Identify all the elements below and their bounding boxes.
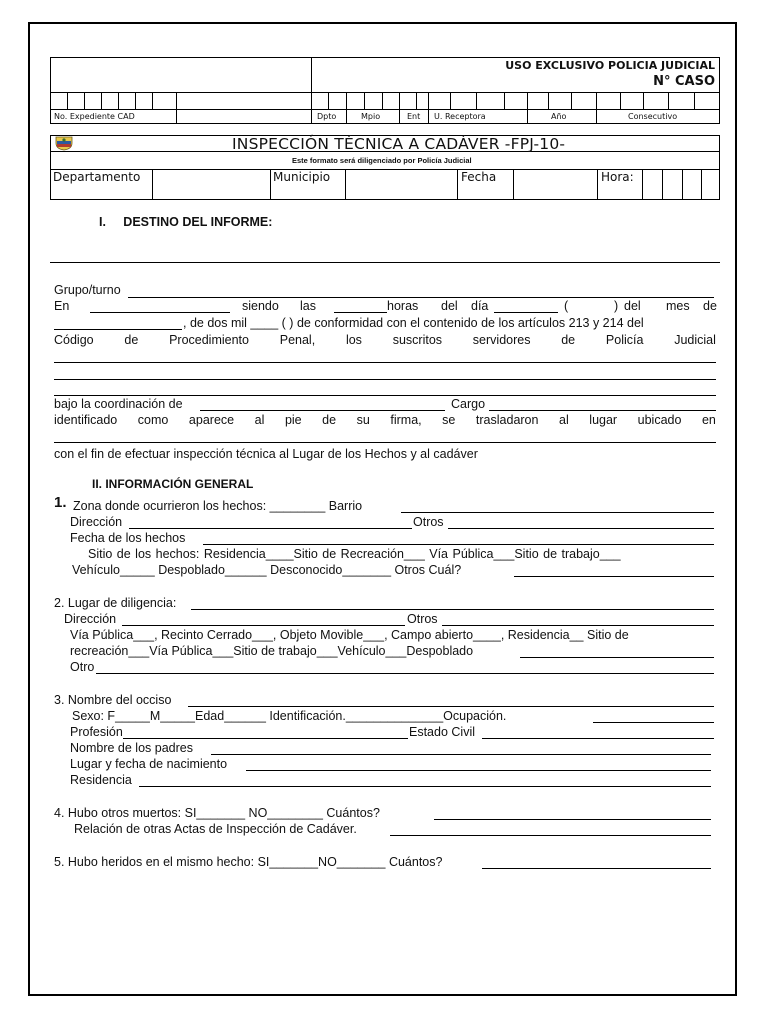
- q1-direccion-field[interactable]: [129, 528, 412, 529]
- colombia-shield-icon: [54, 136, 74, 151]
- servidores-line-1[interactable]: [54, 362, 716, 363]
- q2-otros-label: Otros: [407, 612, 438, 626]
- barrio-field[interactable]: [401, 512, 714, 513]
- q3-lugar-fecha-label: Lugar y fecha de nacimiento: [70, 757, 228, 771]
- hora-field[interactable]: [643, 171, 720, 199]
- case-col-receptora: U. Receptora: [434, 112, 486, 121]
- q4-relacion-field[interactable]: [390, 835, 711, 836]
- servidores-line-2[interactable]: [54, 379, 716, 380]
- q1-otros-label: Otros: [413, 515, 444, 529]
- q3-nombre-field[interactable]: [188, 706, 714, 707]
- destino-line[interactable]: [50, 262, 720, 263]
- municipio-label: Municipio: [273, 170, 331, 184]
- form-title: INSPECCIÓN TÉCNICA A CADÁVER -FPJ-10-: [232, 135, 566, 153]
- uso-exclusivo-label: USO EXCLUSIVO POLICIA JUDICIAL: [505, 59, 715, 72]
- expediente-label: No. Expediente CAD: [54, 112, 135, 121]
- q2-otro-field[interactable]: [96, 673, 714, 674]
- cargo-field[interactable]: [489, 410, 716, 411]
- q1-cual-field[interactable]: [514, 576, 714, 577]
- case-col-dpto: Dpto: [317, 112, 337, 121]
- q5-cuantos-field[interactable]: [482, 868, 711, 869]
- q2-lugar: 2. Lugar de diligencia:: [54, 596, 177, 610]
- coordinacion-field[interactable]: [200, 410, 445, 411]
- departamento-label: Departamento: [53, 170, 141, 184]
- q4-cuantos-field[interactable]: [434, 819, 711, 820]
- hora-label: Hora:: [601, 170, 634, 184]
- case-col-ano: Año: [551, 112, 567, 121]
- q1-fecha-field[interactable]: [203, 544, 714, 545]
- q1-fecha-label: Fecha de los hechos: [70, 531, 186, 545]
- form-page: [28, 22, 737, 996]
- case-col-consecutivo: Consecutivo: [628, 112, 678, 121]
- q3-ocupacion-field[interactable]: [593, 722, 714, 723]
- no-caso-label: N° CASO: [653, 74, 715, 89]
- q1-number: 1.: [54, 494, 67, 511]
- q3-padres-label: Nombre de los padres: [70, 741, 193, 755]
- q1-otros-field[interactable]: [448, 528, 714, 529]
- q2-otros-field[interactable]: [442, 625, 714, 626]
- q3-padres-field[interactable]: [211, 754, 711, 755]
- en-row: En siendo las horas del día ( ) del mes de: [54, 299, 717, 313]
- q1-zona: Zona donde ocurrieron los hechos: ________ Barrio: [73, 499, 363, 513]
- grupo-turno-label: Grupo/turno: [54, 283, 121, 297]
- q3-residencia-field[interactable]: [139, 786, 711, 787]
- identificado-row: identificado como aparece al pie de su firma, se trasladaron al lugar ubicado en: [54, 413, 716, 427]
- q2-direccion-label: Dirección: [64, 612, 117, 626]
- bajo-label: bajo la coordinación de: [54, 397, 183, 411]
- q2-via: Vía Pública___, Recinto Cerrado___, Objeto Movible___, Campo abierto____, Residencia__ Sitio de: [70, 628, 629, 642]
- cargo-label: Cargo: [451, 397, 486, 411]
- q3-lugar-fecha-field[interactable]: [246, 770, 711, 771]
- form-subtitle: Este formato será diligenciado por Policía Judicial: [292, 156, 472, 165]
- en-field[interactable]: [90, 312, 230, 313]
- section1-heading: I. DESTINO DEL INFORME:: [99, 215, 273, 229]
- q2-direccion-field[interactable]: [122, 625, 405, 626]
- q3-estado-label: Estado Civil: [409, 725, 475, 739]
- ubicado-line[interactable]: [54, 442, 716, 443]
- q2-despoblado-field[interactable]: [520, 657, 714, 658]
- municipio-field[interactable]: [346, 171, 456, 199]
- case-col-ent: Ent: [407, 112, 421, 121]
- q3-profesion-label: Profesión: [70, 725, 123, 739]
- horas-field[interactable]: [334, 312, 387, 313]
- q2-recreacion: recreación___Vía Pública___Sitio de trabajo___Vehículo___Despoblado: [70, 644, 474, 658]
- q5-heridos: 5. Hubo heridos en el mismo hecho: SI_______NO_______ Cuántos?: [54, 855, 443, 869]
- q3-sexo: Sexo: F_____M_____Edad______ Identificación.______________Ocupación.: [72, 709, 507, 723]
- section2-heading: II. INFORMACIÓN GENERAL: [92, 477, 254, 491]
- codigo-row: Código de Procedimiento Penal, los suscritos servidores de Policía Judicial: [54, 333, 716, 347]
- q4-hubo: 4. Hubo otros muertos: SI_______ NO________ Cuántos?: [54, 806, 380, 820]
- q3-profesion-field[interactable]: [123, 738, 408, 739]
- case-col-mpio: Mpio: [361, 112, 381, 121]
- q2-otro-label: Otro: [70, 660, 95, 674]
- fecha-field[interactable]: [514, 171, 596, 199]
- q2-lugar-field[interactable]: [191, 609, 714, 610]
- q1-vehiculo: Vehículo_____ Despoblado______ Desconocido_______ Otros Cuál?: [72, 563, 462, 577]
- q1-sitio: Sitio de los hechos: Residencia____Sitio de Recreación___ Vía Pública___Sitio de trabajo___: [88, 547, 621, 561]
- dias-field[interactable]: [54, 329, 182, 330]
- q4-relacion: Relación de otras Actas de Inspección de Cadáver.: [74, 822, 357, 836]
- fecha-label: Fecha: [461, 170, 497, 184]
- q3-residencia-label: Residencia: [70, 773, 132, 787]
- q3-estado-field[interactable]: [482, 738, 714, 739]
- departamento-field[interactable]: [153, 171, 269, 199]
- q1-direccion-label: Dirección: [70, 515, 123, 529]
- con-el-fin-text: con el fin de efectuar inspección técnica al Lugar de los Hechos y al cadáver: [54, 447, 478, 461]
- q3-nombre: 3. Nombre del occiso: [54, 693, 172, 707]
- dos-mil-row: , de dos mil ____ ( ) de conformidad con el contenido de los artículos 213 y 214 del: [183, 316, 644, 330]
- dia-field[interactable]: [494, 312, 558, 313]
